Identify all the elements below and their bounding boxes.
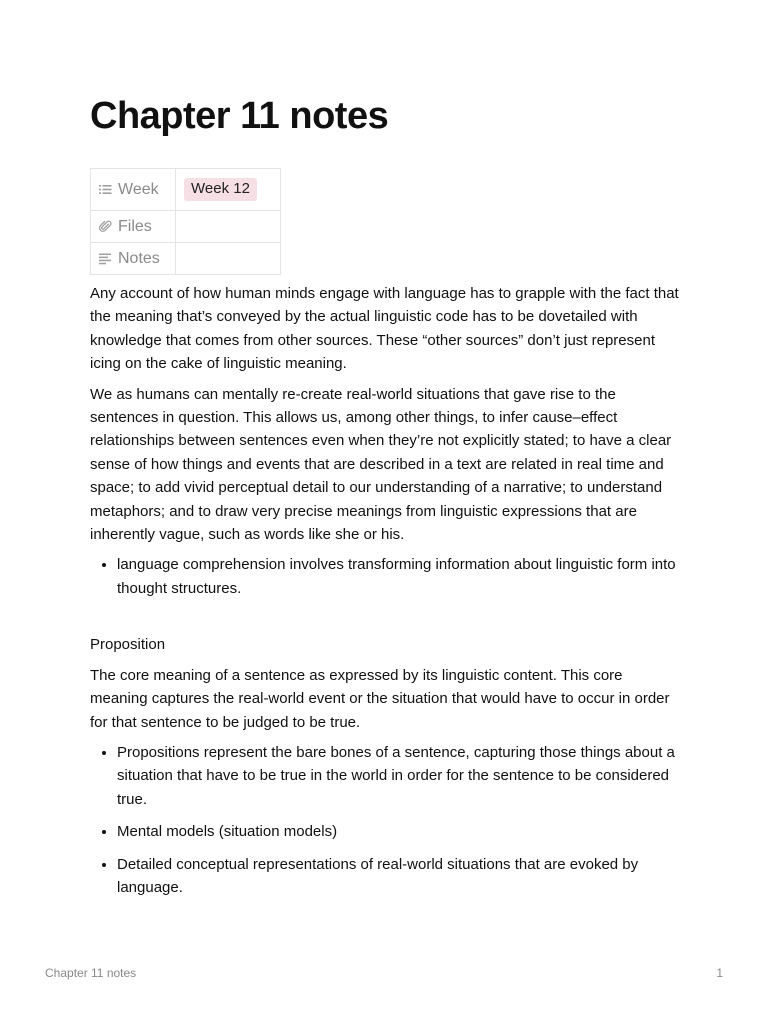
property-row-week <box>91 169 281 211</box>
footer-page-number: 1 <box>716 966 723 980</box>
property-name-week[interactable] <box>91 169 176 211</box>
property-label-notes: Notes <box>118 249 160 267</box>
list-icon <box>99 183 112 196</box>
property-name-files[interactable] <box>91 211 176 243</box>
property-label-files: Files <box>118 217 152 235</box>
bullet-list-2 <box>90 741 682 899</box>
list-item: • Propositions represent the bare bones of a sentence, capturing those things about a situation that have to be true in the world in order for the sentence to be considered true. <box>117 741 682 811</box>
section-heading-proposition: Proposition <box>90 636 166 654</box>
paragraph-1: Any account of how human minds engage with language has to grapple with the fact that the meaning that’s conveyed by the actual linguistic code has to be dovetailed with knowledge that comes from other sources. These “other sources” don’t just represent icing on the cake of linguistic meaning. <box>90 285 679 373</box>
page-title: Chapter 11 notes <box>90 95 389 137</box>
list-item: • language comprehension involves transforming information about linguistic form into thought structures. <box>117 553 682 600</box>
paperclip-icon <box>99 220 112 233</box>
bullet-list-1 <box>90 553 682 600</box>
paragraph-3: The core meaning of a sentence as expressed by its linguistic content. This core meaning captures the real-world event or the situation that would have to occur in order for that sentence to be judged to be true. <box>90 666 670 731</box>
property-value-week[interactable] <box>176 169 281 211</box>
text-lines-icon <box>99 252 112 265</box>
note-body <box>90 282 682 908</box>
list-item: • Detailed conceptual representations of real-world situations that are evoked by language. <box>117 853 682 900</box>
property-name-notes[interactable] <box>91 243 176 275</box>
property-row-notes <box>91 243 281 275</box>
paragraph-2: We as humans can mentally re-create real-world situations that gave rise to the sentences in question. This allows us, among other things, to infer cause–effect relationships between sentences even when they’re not explicitly stated; to have a clear sense of how things and events that are described in a text are related in real time and space; to add vivid perceptual detail to our understanding of a narrative; to understand metaphors; and to draw very precise meanings from linguistic expressions that are inherently vague, such as words like she or his. <box>90 385 672 544</box>
week-tag[interactable]: Week 12 <box>184 178 257 201</box>
properties-table <box>90 168 281 275</box>
property-value-notes[interactable] <box>176 243 281 275</box>
property-row-files <box>91 211 281 243</box>
property-label-week: Week <box>118 180 159 198</box>
footer-title: Chapter 11 notes <box>45 966 137 980</box>
property-value-files[interactable] <box>176 211 281 243</box>
list-item: • Mental models (situation models) <box>117 820 682 843</box>
